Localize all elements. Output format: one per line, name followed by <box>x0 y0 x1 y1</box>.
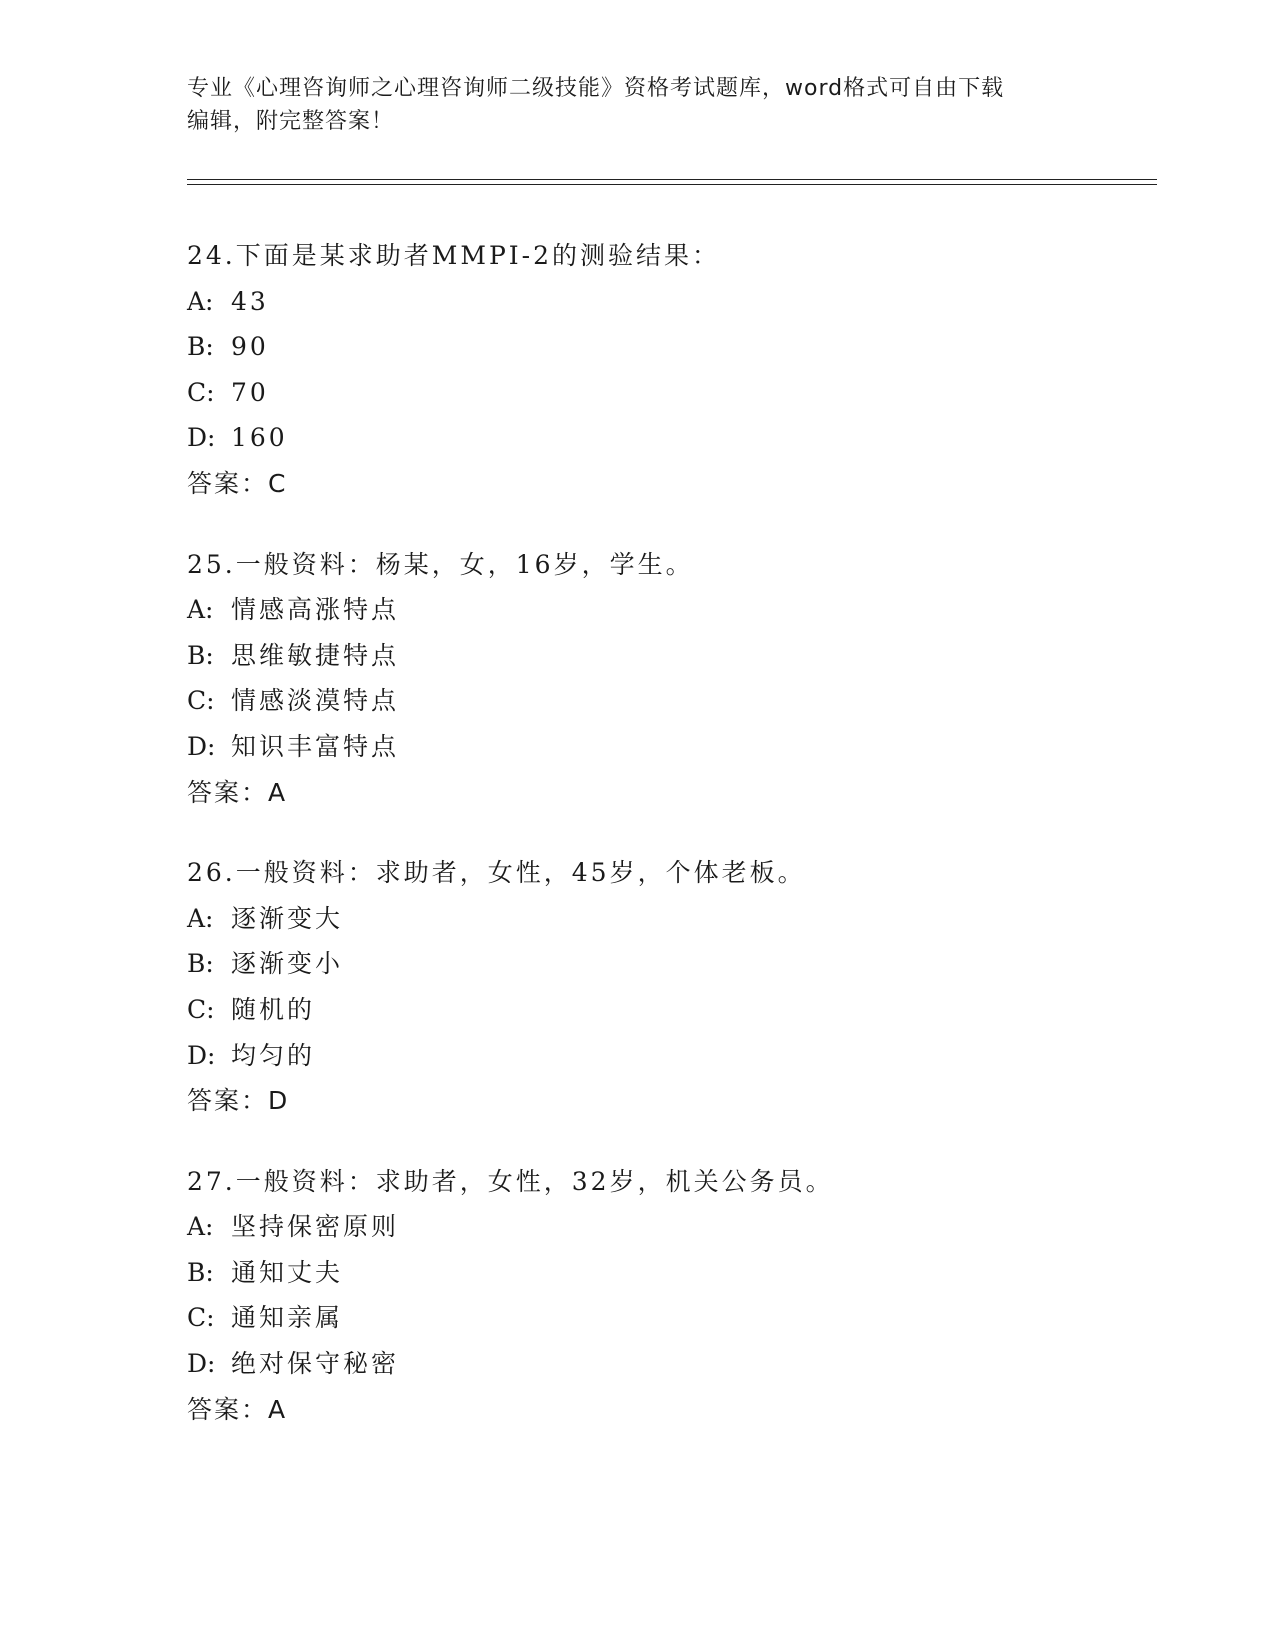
header-line-2: 编辑，附完整答案！ <box>187 109 395 134</box>
option-text: 情感淡漠特点 <box>231 686 400 716</box>
option-d <box>187 1033 1147 1079</box>
header-divider-top <box>187 179 1157 180</box>
answer-line: 答案：A <box>187 1394 288 1424</box>
option-text: 70 <box>231 377 269 407</box>
document-header <box>187 72 1087 138</box>
option-b <box>187 324 1147 370</box>
question-stem: 25.一般资料：杨某，女，16岁，学生。 <box>187 549 694 579</box>
option-letter: C: <box>187 994 215 1024</box>
question-27 <box>187 1159 1147 1433</box>
option-a <box>187 587 1147 633</box>
option-letter: B: <box>187 1257 214 1287</box>
option-letter: C: <box>187 377 215 407</box>
option-c <box>187 678 1147 724</box>
option-b <box>187 1250 1147 1296</box>
option-letter: D: <box>187 1349 216 1379</box>
option-d <box>187 415 1147 461</box>
option-letter: A: <box>187 595 214 625</box>
option-letter: A: <box>187 286 214 316</box>
option-text: 通知丈夫 <box>231 1257 344 1287</box>
answer-line: 答案：D <box>187 1086 290 1116</box>
option-c <box>187 370 1147 416</box>
option-letter: B: <box>187 332 214 362</box>
option-letter: A: <box>187 1212 214 1242</box>
option-text: 43 <box>231 286 269 316</box>
option-text: 思维敏捷特点 <box>231 640 400 670</box>
option-letter: B: <box>187 949 214 979</box>
question-stem: 24.下面是某求助者MMPI-2的测验结果： <box>187 241 721 270</box>
option-letter: B: <box>187 640 214 670</box>
option-b <box>187 941 1147 987</box>
question-stem: 27.一般资料：求助者，女性，32岁，机关公务员。 <box>187 1166 834 1196</box>
option-text: 160 <box>231 423 288 453</box>
option-letter: D: <box>187 423 216 453</box>
option-a <box>187 1204 1147 1250</box>
answer-line: 答案：A <box>187 777 288 807</box>
question-list <box>187 233 1147 1467</box>
option-letter: A: <box>187 903 214 933</box>
option-text: 逐渐变小 <box>231 949 344 979</box>
option-b <box>187 633 1147 679</box>
option-letter: C: <box>187 686 215 716</box>
header-line-1: 专业《心理咨询师之心理咨询师二级技能》资格考试题库，word格式可自由下载 <box>187 76 1005 101</box>
option-text: 逐渐变大 <box>231 903 344 933</box>
option-text: 知识丰富特点 <box>231 731 400 761</box>
option-d <box>187 724 1147 770</box>
option-c <box>187 987 1147 1033</box>
question-25 <box>187 542 1147 816</box>
option-text: 绝对保守秘密 <box>231 1349 400 1379</box>
option-a <box>187 279 1147 325</box>
option-letter: C: <box>187 1303 215 1333</box>
option-c <box>187 1295 1147 1341</box>
header-divider-bottom <box>187 184 1157 185</box>
option-a <box>187 896 1147 942</box>
option-text: 情感高涨特点 <box>231 595 400 625</box>
option-letter: D: <box>187 1040 216 1070</box>
option-text: 通知亲属 <box>231 1303 344 1333</box>
question-26 <box>187 850 1147 1124</box>
option-text: 90 <box>231 332 269 362</box>
answer-line: 答案：C <box>187 468 288 498</box>
option-text: 随机的 <box>231 994 316 1024</box>
question-24 <box>187 233 1147 507</box>
option-text: 均匀的 <box>231 1040 316 1070</box>
option-letter: D: <box>187 731 216 761</box>
question-stem: 26.一般资料：求助者，女性，45岁，个体老板。 <box>187 858 806 888</box>
option-text: 坚持保密原则 <box>231 1212 400 1242</box>
option-d <box>187 1341 1147 1387</box>
